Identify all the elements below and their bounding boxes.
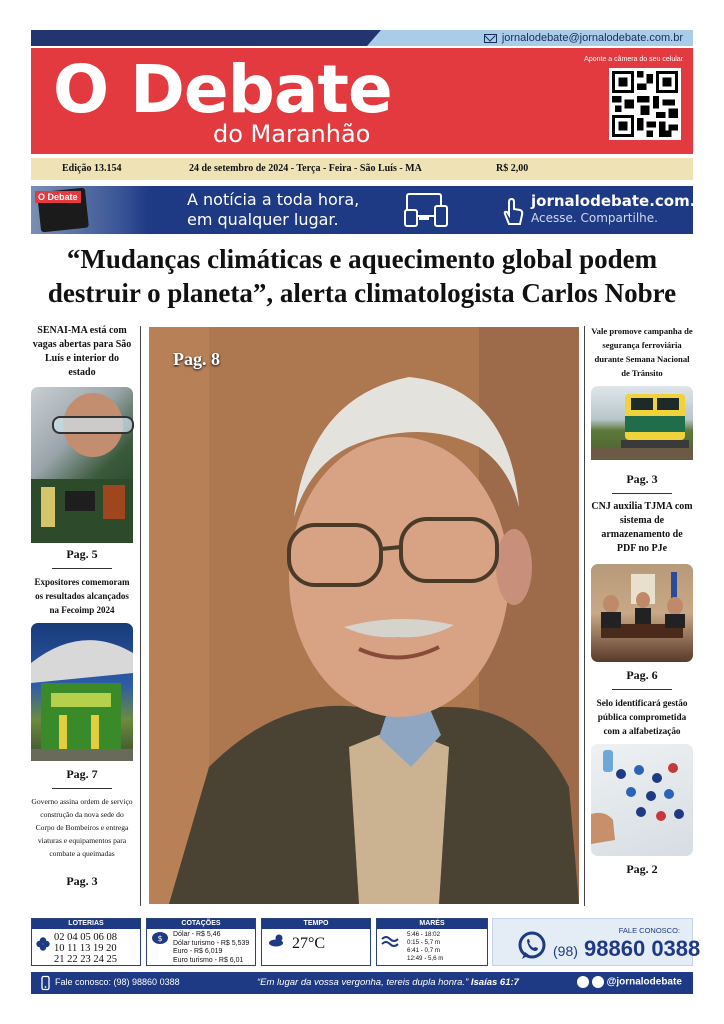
photo-selo-alfabetizacao[interactable] (591, 744, 693, 856)
logo-title: O Debate (53, 51, 392, 128)
story-title-vale[interactable]: Vale promove campanha de segurança ferroviária durante Semana Nacional de Trânsito (591, 326, 693, 378)
edition-number: Edição 13.154 (62, 163, 122, 174)
page-ref-selo[interactable]: Pag. 2 (626, 862, 658, 876)
page-ref-senai[interactable]: Pag. 5 (66, 547, 98, 561)
top-strip (31, 30, 693, 46)
tides-list (407, 931, 443, 963)
tide-row: 5:46 - 18:02 (407, 931, 441, 938)
social-handle: @jornalodebate (606, 976, 682, 988)
banner-phone-image (31, 186, 149, 234)
quotes-label: COTAÇÕES (147, 919, 255, 929)
quote-row: Euro turismo - R$ 6,01 (173, 956, 244, 964)
phone-icon (41, 976, 50, 990)
story-divider (52, 788, 112, 789)
quotes-list (173, 931, 249, 965)
tide-row: 0:15 - 5,7 m (407, 939, 441, 946)
photo-senai[interactable] (31, 387, 133, 543)
photo-cnj-illustration (591, 564, 693, 662)
quote-row: Dólar turismo - R$ 5,539 (173, 939, 250, 947)
photo-fecoimp[interactable] (31, 623, 133, 761)
masthead (31, 48, 693, 154)
lottery-row: 21 22 23 24 25 (54, 954, 117, 965)
story-title-bombeiros[interactable]: Governo assina ordem de serviço construção da nova sede do Corpo de Bombeiros e entrega viaturas e equipamentos para combate a queimadas (31, 797, 133, 858)
portrait-illustration (149, 327, 579, 904)
touch-hand-icon (499, 196, 525, 226)
contact-phone: 98860 0388 (584, 936, 701, 961)
page-ref-vale[interactable]: Pag. 3 (626, 472, 658, 486)
bible-quote-ref: Isaías 61:7 (470, 977, 519, 988)
banner-phone-tag: O Debate (35, 191, 81, 203)
whatsapp-icon (517, 931, 547, 961)
weather-label: TEMPO (262, 919, 370, 929)
contact-area-code: (98) (553, 943, 578, 959)
banner-slogan-line1: A notícia a toda hora, (187, 190, 360, 209)
lottery-row: 10 11 13 19 20 (54, 943, 117, 954)
banner-site[interactable]: jornalodebate.com.br (531, 192, 714, 210)
qr-code[interactable] (609, 68, 681, 140)
quote-row: Dólar - R$ 5,46 (173, 931, 221, 938)
svg-text:$: $ (157, 934, 163, 943)
tides-label: MARÉS (377, 919, 487, 929)
banner-tagline: Acesse. Compartilhe. (531, 211, 658, 225)
logo-subtitle: do Maranhão (213, 120, 371, 148)
edition-bar (31, 158, 693, 180)
lottery-box (31, 918, 141, 966)
weather-temperature: 27°C (292, 935, 326, 952)
right-column (591, 324, 693, 877)
bottom-social[interactable] (577, 976, 682, 988)
story-title-senai[interactable]: SENAI-MA está com vagas abertas para São Luís e interior do estado (32, 325, 132, 378)
tide-row: 6:41 - 0,7 m (407, 947, 441, 954)
photo-selo-illustration (591, 744, 693, 856)
contact-label: FALE CONOSCO: (618, 926, 680, 935)
edition-price: R$ 2,00 (496, 163, 529, 174)
left-column (31, 324, 133, 889)
bottom-contact[interactable]: Fale conosco: (98) 98860 0388 (55, 977, 180, 987)
tides-box (376, 918, 488, 966)
banner-slogan (187, 190, 359, 230)
story-title-cnj[interactable]: CNJ auxilia TJMA com sistema de armazenamento de PDF no PJe (591, 501, 693, 554)
photo-vale-illustration (591, 386, 693, 460)
bottom-quote (257, 977, 519, 988)
story-divider (52, 568, 112, 569)
photo-cnj-meeting[interactable] (591, 564, 693, 662)
clover-icon (36, 937, 50, 951)
weather-box (261, 918, 371, 966)
photo-senai-illustration (31, 387, 133, 543)
contact-number[interactable] (553, 936, 700, 962)
envelope-icon (484, 34, 497, 43)
story-title-fecoimp[interactable]: Expositores comemoram os resultados alcançados na Fecoimp 2024 (34, 577, 130, 615)
top-strip-navy (31, 30, 381, 46)
banner-slogan-line2: em qualquer lugar. (187, 210, 339, 229)
qr-label: Aponte a câmera do seu celular (584, 56, 683, 63)
page-ref-cnj[interactable]: Pag. 6 (626, 668, 658, 682)
lottery-label: LOTERIAS (32, 919, 140, 929)
main-photo-carlos-nobre[interactable] (149, 327, 579, 904)
story-title-selo[interactable]: Selo identificará gestão pública comprometida com a alfabetização (596, 698, 688, 736)
photo-fecoimp-illustration (31, 623, 133, 761)
sun-cloud-icon (268, 933, 286, 947)
contact-box[interactable] (492, 918, 701, 966)
right-column-divider (584, 326, 585, 906)
quotes-box (146, 918, 256, 966)
photo-vale-train[interactable] (591, 386, 693, 460)
instagram-icon[interactable] (592, 976, 604, 988)
bible-quote: “Em lugar da vossa vergonha, tereis dupla honra.” (257, 977, 469, 988)
promo-banner[interactable] (31, 186, 714, 234)
bottom-bar (31, 972, 693, 994)
devices-icon (403, 192, 449, 228)
lottery-numbers (54, 932, 117, 965)
top-strip-contact (367, 30, 693, 46)
main-headline[interactable]: “Mudanças climáticas e aquecimento global podem destruir o planeta”, alerta climatologista Carlos Nobre (47, 244, 677, 308)
edition-date: 24 de setembro de 2024 - Terça - Feira - São Luís - MA (189, 163, 422, 174)
quote-row: Euro - R$ 6,019 (173, 948, 223, 955)
page-ref-fecoimp[interactable]: Pag. 7 (66, 767, 98, 781)
waves-icon (381, 935, 401, 947)
page-ref-bombeiros[interactable]: Pag. 3 (66, 874, 98, 888)
lottery-row: 02 04 05 06 08 (54, 932, 117, 943)
story-divider (612, 689, 672, 690)
main-photo-page-ref[interactable]: Pag. 8 (173, 349, 220, 369)
qr-code-icon (612, 71, 678, 137)
facebook-icon[interactable] (577, 976, 589, 988)
header-email[interactable]: jornalodebate@jornalodebate.com.br (501, 32, 683, 44)
story-divider (612, 493, 672, 494)
left-column-divider (140, 326, 141, 906)
money-icon (151, 931, 169, 945)
tide-row: 12:49 - 5,6 m (407, 955, 444, 962)
